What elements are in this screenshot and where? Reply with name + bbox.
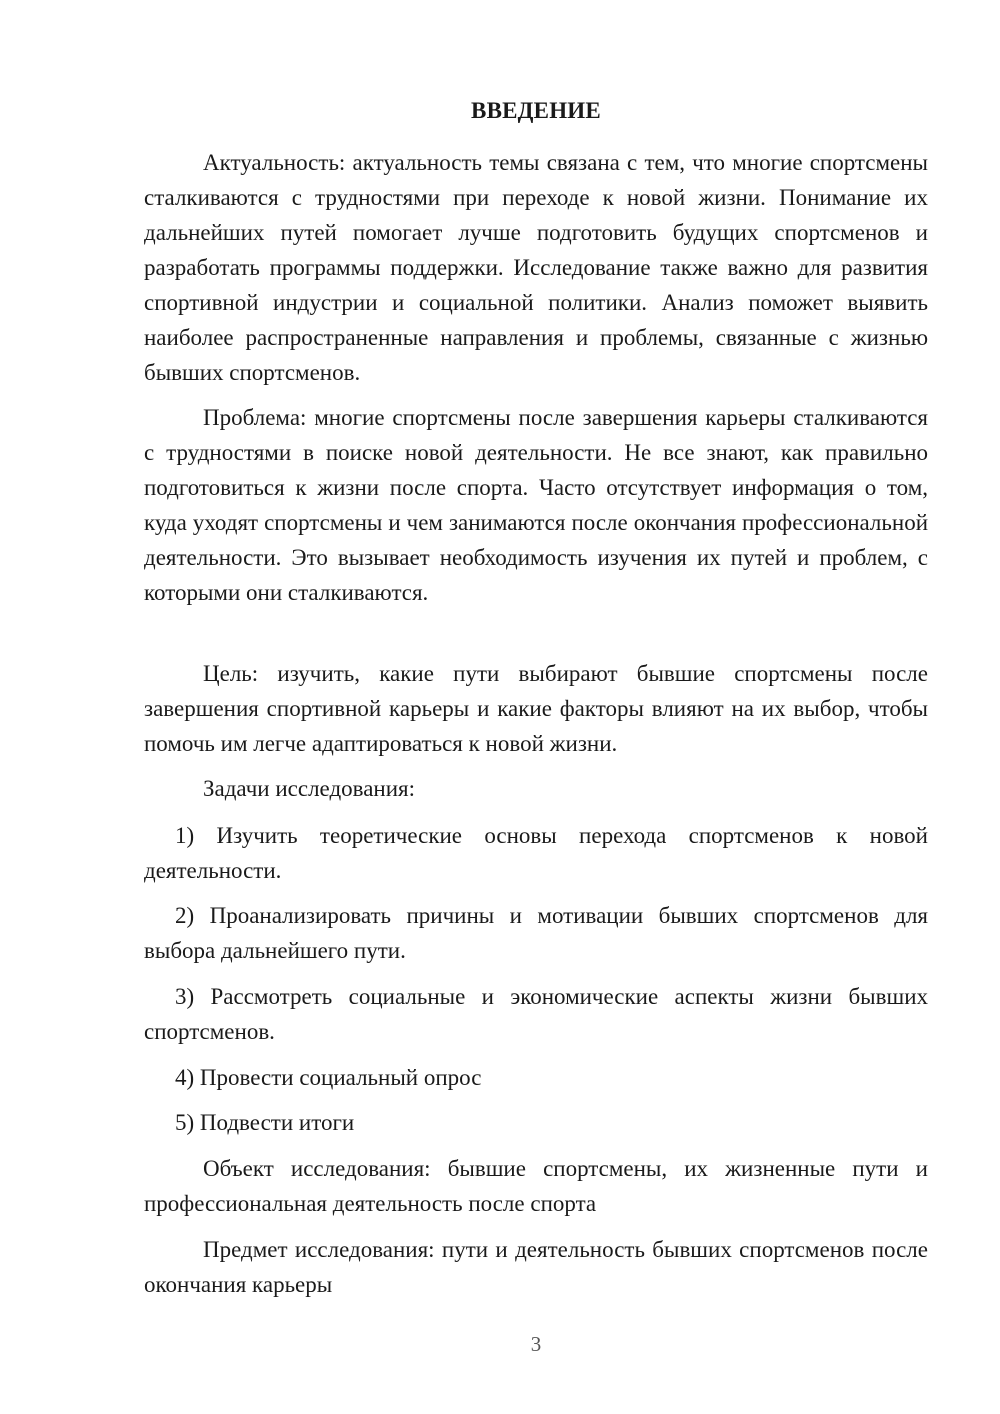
research-object-paragraph: Объект исследования: бывшие спортсмены, их жизненные пути и профессиональная деятельность после спорта bbox=[144, 1156, 928, 1216]
problem-paragraph: Проблема: многие спортсмены после завершения карьеры сталкиваются с трудностями в поиске новой деятельности. Не все знают, как правильно подготовиться к жизни после спорта. Часто отсутствует информация о том, куда уходят спортсмены и чем занимаются после окончания профессиональной деятельности. Это вызывает необходимость изучения их путей и проблем, с которыми они сталкиваются. bbox=[144, 405, 928, 605]
task-item-2: 2) Проанализировать причины и мотивации бывших спортсменов для выбора дальнейшего пути. bbox=[144, 903, 928, 963]
page-number: 3 bbox=[530, 1332, 542, 1356]
task-item-1: 1) Изучить теоретические основы перехода спортсменов к новой деятельности. bbox=[144, 823, 928, 883]
research-subject-paragraph: Предмет исследования: пути и деятельность бывших спортсменов после окончания карьеры bbox=[144, 1237, 928, 1297]
tasks-heading: Задачи исследования: bbox=[203, 776, 416, 801]
task-item-3: 3) Рассмотреть социальные и экономические аспекты жизни бывших спортсменов. bbox=[144, 984, 928, 1044]
relevance-paragraph: Актуальность: актуальность темы связана с тем, что многие спортсмены сталкиваются с трудностями при переходе к новой жизни. Понимание их дальнейших путей помогает лучше подготовить будущих спортсменов и разработать программы поддержки. Исследование также важно для развития спортивной индустрии и социальной политики. Анализ поможет выявить наиболее распространенные направления и проблемы, связанные с жизнью бывших спортсменов. bbox=[144, 150, 928, 385]
section-title: ВВЕДЕНИЕ bbox=[471, 98, 601, 123]
task-item-4: 4) Провести социальный опрос bbox=[175, 1065, 482, 1090]
task-item-5: 5) Подвести итоги bbox=[175, 1110, 355, 1135]
goal-paragraph: Цель: изучить, какие пути выбирают бывшие спортсмены после завершения спортивной карьеры и какие факторы влияют на их выбор, чтобы помочь им легче адаптироваться к новой жизни. bbox=[144, 661, 928, 756]
